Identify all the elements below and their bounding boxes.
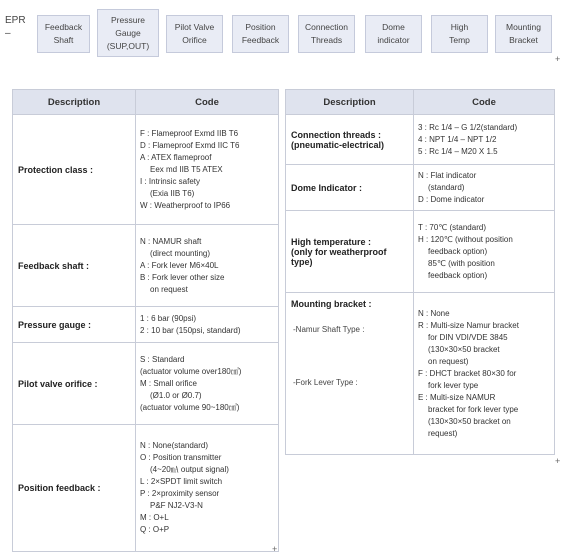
code-line: A : Fork lever M6×40L	[140, 260, 219, 270]
code-line: A : ATEX flameproof	[140, 152, 212, 162]
code-line: fork lever type	[428, 380, 479, 390]
code-line: I : Intrinsic safety	[140, 176, 201, 186]
box-line: indicator	[377, 35, 410, 45]
box-line: Temp	[449, 35, 470, 45]
order-code-prefix	[5, 14, 29, 40]
desc-line: type)	[291, 256, 313, 267]
code-line: 1 : 6 bar (90psi)	[140, 313, 197, 323]
code-line: N : None	[418, 308, 450, 318]
code-line: for DIN VDI/VDE 3845	[428, 332, 508, 342]
sub-label: -Namur Shaft Type :	[293, 325, 365, 334]
box-line: Position	[245, 22, 276, 32]
row-code	[414, 115, 555, 165]
code-line: N : NAMUR shaft	[140, 236, 202, 246]
code-box-pilot-valve-orifice	[166, 15, 223, 53]
code-line: 3 : Rc 1/4 – G 1/2(standard)	[418, 122, 518, 132]
row-code	[136, 225, 279, 307]
code-line: B : Fork lever other size	[140, 272, 225, 282]
code-line: M : Small orifice	[140, 378, 197, 388]
code-line: F : Flameproof Exmd IIB T6	[140, 128, 239, 138]
code-line: feedback option)	[428, 246, 488, 256]
row-code	[136, 115, 279, 225]
code-line: 85℃ (with position	[428, 258, 495, 268]
header-code: Code	[414, 90, 555, 115]
code-line: N : Flat indicator	[418, 170, 477, 180]
row-code	[136, 425, 279, 552]
code-line: R : Multi-size Namur bracket	[418, 320, 519, 330]
code-line: (4~20㎃ output signal)	[150, 465, 229, 474]
row-description	[286, 165, 414, 211]
code-line: M : O+L	[140, 513, 169, 522]
plus-marker: +	[272, 544, 278, 554]
code-line: W : Weatherproof to IP66	[140, 200, 231, 210]
code-box-position-feedback	[232, 15, 289, 53]
code-line: feedback option)	[428, 270, 488, 280]
table-row	[13, 425, 279, 552]
box-line: Connection	[304, 22, 348, 32]
sub-label: -Fork Lever Type :	[293, 378, 358, 387]
box-line: Orifice	[182, 35, 207, 45]
code-line: (Ø1.0 or Ø0.7)	[150, 390, 202, 400]
code-line: P&F NJ2-V3-N	[150, 501, 203, 510]
code-line: (standard)	[428, 182, 465, 192]
prefix-model: EPR	[5, 15, 26, 26]
code-line: L : 2×SPDT limit switch	[140, 477, 223, 486]
code-line: on request	[150, 284, 188, 294]
code-line: on request)	[428, 356, 469, 366]
box-line: (SUP,OUT)	[106, 40, 150, 51]
code-line: bracket for fork lever type	[428, 404, 519, 414]
spec-table-left	[12, 89, 279, 552]
code-box-connection-threads	[298, 15, 355, 53]
desc-line: High temperature :	[291, 236, 372, 247]
code-box-feedback-shaft	[37, 15, 90, 53]
plus-marker: +	[555, 456, 561, 466]
code-line: N : None(standard)	[140, 441, 209, 450]
desc-line: Dome Indicator :	[291, 182, 363, 193]
box-line: Gauge	[115, 27, 141, 38]
row-description	[286, 293, 414, 455]
desc-line: (only for weatherproof	[291, 246, 387, 257]
row-description: Pilot valve orifice :	[13, 343, 136, 425]
row-code	[136, 307, 279, 343]
desc-line: Mounting bracket :	[291, 299, 372, 309]
table-row	[286, 115, 555, 165]
table-row	[13, 307, 279, 343]
code-line: 2 : 10 bar (150psi, standard)	[140, 325, 241, 335]
code-line: (actuator volume 90~180㎤)	[140, 402, 240, 412]
code-line: request)	[428, 428, 458, 438]
row-code	[414, 293, 555, 455]
box-line: Pressure	[110, 14, 145, 25]
header-description: Description	[286, 90, 414, 115]
table-row	[13, 225, 279, 307]
header-code: Code	[136, 90, 279, 115]
row-description	[286, 211, 414, 293]
row-description: Protection class :	[13, 115, 136, 225]
code-line: S : Standard	[140, 354, 185, 364]
table-row	[13, 343, 279, 425]
box-line: Bracket	[509, 35, 538, 45]
table-row	[286, 165, 555, 211]
plus-marker: +	[555, 54, 561, 64]
code-box-dome-indicator	[365, 15, 422, 53]
code-line: (direct mounting)	[150, 248, 211, 258]
code-line: (actuator volume over180㎤)	[140, 366, 242, 376]
box-line: Dome	[382, 22, 405, 32]
code-line: O : Position transmitter	[140, 453, 222, 462]
table-row	[13, 115, 279, 225]
code-line: (130×30×50 bracket	[428, 344, 500, 354]
row-description	[286, 115, 414, 165]
code-line: D : Flameproof Exmd IIC T6	[140, 140, 240, 150]
desc-line: (pneumatic-electrical)	[291, 139, 385, 150]
row-description: Feedback shaft :	[13, 225, 136, 307]
box-line: Feedback	[241, 35, 280, 45]
code-line: P : 2×proximity sensor	[140, 489, 220, 498]
code-line: F : DHCT bracket 80×30 for	[418, 368, 517, 378]
code-line: E : Multi-size NAMUR	[418, 392, 496, 402]
code-box-high-temp	[431, 15, 488, 53]
spec-table-right	[285, 89, 555, 455]
code-line: (130×30×50 bracket on	[428, 416, 511, 426]
box-line: Pilot Valve	[174, 22, 215, 32]
header-description: Description	[13, 90, 136, 115]
box-line: High	[450, 22, 469, 32]
prefix-dash: –	[5, 28, 11, 39]
row-code	[414, 165, 555, 211]
box-line: Mounting	[506, 22, 541, 32]
row-description: Position feedback :	[13, 425, 136, 552]
desc-line: Connection threads :	[291, 129, 382, 140]
code-box-mounting-bracket	[495, 15, 552, 53]
box-line: Shaft	[53, 35, 74, 45]
code-line: T : 70℃ (standard)	[418, 222, 486, 232]
box-line: Threads	[310, 35, 343, 45]
row-description: Pressure gauge :	[13, 307, 136, 343]
table-row	[286, 293, 555, 455]
code-line: H : 120℃ (without position	[418, 234, 513, 244]
code-box-pressure-gauge	[97, 9, 159, 57]
row-code	[136, 343, 279, 425]
code-line: (Exia IIB T6)	[150, 188, 195, 198]
code-line: D : Dome indicator	[418, 194, 485, 204]
table-row	[286, 211, 555, 293]
code-line: 4 : NPT 1/4 – NPT 1/2	[418, 134, 497, 144]
row-code	[414, 211, 555, 293]
code-line: Eex md IIB T5 ATEX	[150, 164, 223, 174]
code-line: 5 : Rc 1/4 – M20 X 1.5	[418, 146, 498, 156]
box-line: Feedback	[44, 22, 83, 32]
code-line: Q : O+P	[140, 525, 170, 534]
